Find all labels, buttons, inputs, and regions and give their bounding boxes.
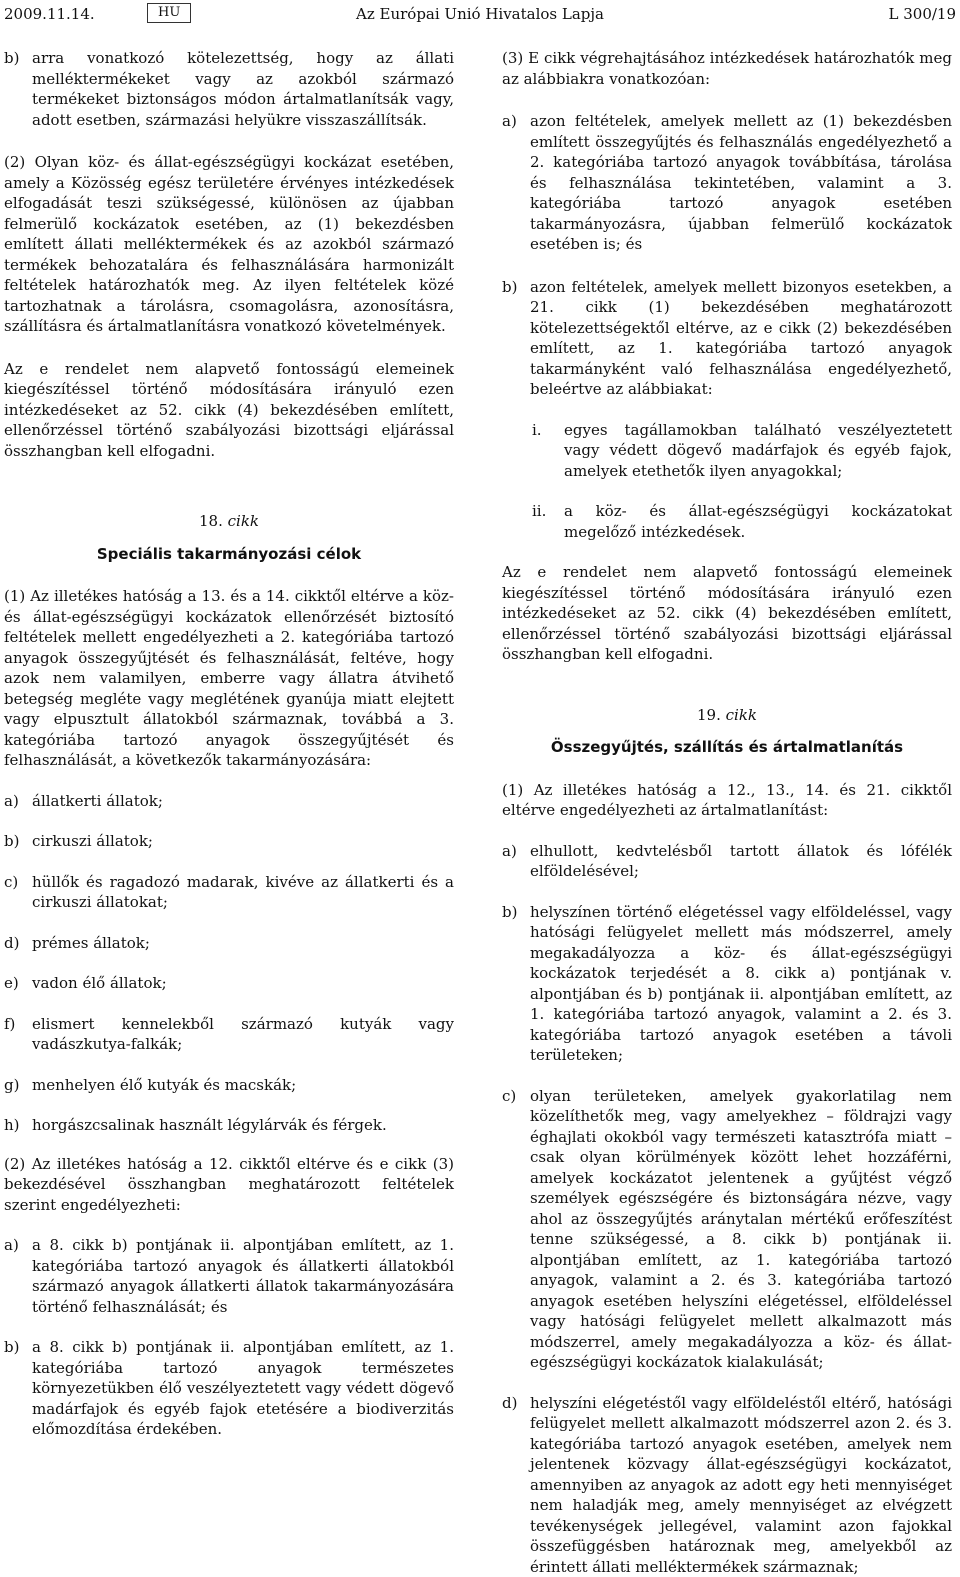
paragraph: (3) E cikk végrehajtásához intézkedések határozhatók meg az alábbiakra vonatkozóan: bbox=[502, 48, 952, 89]
paragraph: (1) Az illetékes hatóság a 12., 13., 14. és 21. cikktől eltérve engedélyezheti az ártalmatlanítást: bbox=[502, 780, 952, 821]
item-text: horgászcsalinak használt légylárvák és férgek. bbox=[32, 1116, 387, 1134]
article-title: Összegyűjtés, szállítás és ártalmatlanítás bbox=[502, 737, 952, 758]
article-num: 18. bbox=[199, 512, 223, 530]
list-item bbox=[4, 872, 454, 913]
item-text: vadon élő állatok; bbox=[32, 974, 167, 992]
item-label: i. bbox=[532, 420, 542, 441]
sub-list-item bbox=[502, 420, 952, 482]
sub-list-item bbox=[502, 501, 952, 542]
item-text: a köz- és állat-egészségügyi kockázatokat megelőző intézkedések. bbox=[564, 502, 952, 541]
item-text: arra vonatkozó kötelezettség, hogy az állati melléktermékeket vagy az azokból származó termékeket biztonságos módon ártalmatlanítsák vagy, adott esetben, származási helyükre visszaszállítsák. bbox=[32, 49, 454, 129]
item-label: d) bbox=[4, 933, 19, 954]
paragraph: (2) Olyan köz- és állat-egészségügyi kockázat esetében, amely a Közösség egész területére érvényes intézkedések elfogadását teszi szükségessé, különösen az újabban felmerülő kockázatok esetében, az (1) bekezdésben említett állati melléktermékek és az azokból származó termékek behozatalára és felhasználására harmonizált feltételek határozhatók meg. Az ilyen feltételek közé tartozhatnak a tárolásra, csomagolásra, azonosításra, szállításra és ártalmatlanításra vonatkozó követelmények. bbox=[4, 152, 454, 337]
item-text: olyan területeken, amelyek gyakorlatilag nem közelíthetők meg, vagy amelyekhez – földrajzi vagy éghajlati okokból vagy természeti katasztrófa miatt – csak olyan körülmények között lehet hozzáférni, amelyek kockázatot jelentenek a gyűjtést végző személyek egészségére és biztonságára nézve, vagy ahol az összegyűjtés aránytalan mértékű erőfeszítést tenne szükségessé, a 8. cikk b) pontjának ii. alpontjában említett, az 1. kategóriába tartozó anyagok, valamint a 2. és 3. kategóriába tartozó anyagok esetében helyszíni elégetéssel, elföldeléssel vagy hatósági felügyelet mellett alkalmazott más módszerrel, amely megakadályozza a köz- és állat-egészségügyi kockázatok kialakulását; bbox=[530, 1087, 952, 1372]
item-text: prémes állatok; bbox=[32, 934, 150, 952]
page-number: L 300/19 bbox=[889, 4, 957, 25]
item-text: elhullott, kedvtelésből tartott állatok és lófélék elföldelésével; bbox=[530, 842, 952, 881]
list-item bbox=[4, 48, 454, 130]
article-title: Speciális takarmányozási célok bbox=[4, 544, 454, 565]
paragraph: (1) Az illetékes hatóság a 13. és a 14. cikktől eltérve a köz- és állat-egészségügyi kockázatok ellenőrzését biztosító feltételek mellett engedélyezheti a 2. kategóriába tartozó anyagok összegyűjtését és felhasználását, feltéve, hogy azok nem valamilyen, emberre vagy állatra átvihető betegség megléte vagy meglétének gyanúja miatt elejtett vagy elpusztult állatokból származnak, továbbá a 3. kategóriába tartozó anyagok összegyűjtését és felhasználását, a következők takarmányozására: bbox=[4, 586, 454, 771]
list-item bbox=[4, 973, 454, 994]
item-label: d) bbox=[502, 1393, 517, 1414]
list-item bbox=[502, 841, 952, 882]
item-text: menhelyen élő kutyák és macskák; bbox=[32, 1076, 296, 1094]
item-label: h) bbox=[4, 1115, 20, 1136]
item-label: b) bbox=[4, 831, 19, 852]
item-text: azon feltételek, amelyek mellett az (1) bekezdésben említett összegyűjtés és felhasználás engedélyezhető a 2. kategóriába tartozó anyagok továbbítása, tárolása és felhasználása tekintetében, valamint a 3. kategóriába tartozó anyagok esetében takarmányozásra, újabban felmerülő kockázatok esetében is; és bbox=[530, 112, 952, 253]
list-item bbox=[4, 831, 454, 852]
item-text: cirkuszi állatok; bbox=[32, 832, 153, 850]
item-label: b) bbox=[4, 1337, 19, 1358]
article-word: cikk bbox=[726, 706, 757, 724]
item-label: g) bbox=[4, 1075, 19, 1096]
article-num: 19. bbox=[697, 706, 721, 724]
item-text: helyszínen történő elégetéssel vagy elföldeléssel, vagy hatósági felügyelet mellett más módszerrel, amely megakadályozza a köz- és állat-egészségügyi kockázatok terjedését a 8. cikk a) pontjának v. alpontjában és b) pontjának ii. alpontjában említett, az 1. kategóriába tartozó anyagok, valamint a 2. és 3. kategóriába tartozó anyagok esetében a távoli területeken; bbox=[530, 903, 952, 1065]
item-text: állatkerti állatok; bbox=[32, 792, 163, 810]
list-item bbox=[502, 1086, 952, 1373]
item-label: ii. bbox=[532, 501, 546, 522]
publication-date: 2009.11.14. bbox=[4, 4, 95, 25]
right-column bbox=[502, 48, 952, 1577]
journal-title: Az Európai Unió Hivatalos Lapja bbox=[0, 4, 960, 25]
item-label: f) bbox=[4, 1014, 15, 1035]
item-text: azon feltételek, amelyek mellett bizonyos esetekben, a 21. cikk (1) bekezdésében meghatározott kötelezettségektől eltérve, az e cikk (2) bekezdésében említett, az 1. kategóriába tartozó anyagok takarmányként való felhasználása engedélyezhető, beleértve az alábbiakat: bbox=[530, 278, 952, 399]
item-label: a) bbox=[4, 1235, 19, 1256]
item-label: b) bbox=[4, 48, 19, 69]
item-label: c) bbox=[502, 1086, 516, 1107]
item-label: c) bbox=[4, 872, 18, 893]
list-item bbox=[502, 277, 952, 400]
list-item bbox=[4, 1075, 454, 1096]
article-number bbox=[502, 705, 952, 726]
list-item bbox=[4, 1337, 454, 1440]
item-label: a) bbox=[502, 111, 517, 132]
item-text: elismert kennelekből származó kutyák vagy vadászkutya-falkák; bbox=[32, 1015, 454, 1054]
item-label: e) bbox=[4, 973, 19, 994]
paragraph: Az e rendelet nem alapvető fontosságú elemeinek kiegészítéssel történő módosítására irányuló ezen intézkedéseket az 52. cikk (4) bekezdésében említett, ellenőrzéssel történő szabályozási bizottsági eljárással összhangban kell elfogadni. bbox=[4, 359, 454, 462]
language-badge: HU bbox=[147, 3, 191, 23]
list-item bbox=[502, 902, 952, 1066]
item-label: b) bbox=[502, 277, 517, 298]
list-item bbox=[4, 791, 454, 812]
paragraph: (2) Az illetékes hatóság a 12. cikktől eltérve és e cikk (3) bekezdésével összhangban meghatározott feltételek szerint engedélyezheti: bbox=[4, 1154, 454, 1216]
item-text: egyes tagállamokban található veszélyeztetett vagy védett dögevő madárfajok és egyéb fajok, amelyek etethetők ilyen anyagokkal; bbox=[564, 421, 952, 480]
item-label: a) bbox=[502, 841, 517, 862]
item-text: a 8. cikk b) pontjának ii. alpontjában említett, az 1. kategóriába tartozó anyagok természetes környezetükben élő veszélyeztetett vagy védett dögevő madárfajok és egyéb fajok etetésére a biodiverzitás előmozdítása érdekében. bbox=[32, 1338, 454, 1438]
item-label: a) bbox=[4, 791, 19, 812]
item-text: hüllők és ragadozó madarak, kivéve az állatkerti és a cirkuszi állatokat; bbox=[32, 873, 454, 912]
list-item bbox=[4, 933, 454, 954]
item-text: a 8. cikk b) pontjának ii. alpontjában említett, az 1. kategóriába tartozó anyagok és állatkerti állatokból származó anyagok állatkerti állatok takarmányozására történő felhasználását; és bbox=[32, 1236, 454, 1316]
list-item bbox=[4, 1014, 454, 1055]
article-number bbox=[4, 511, 454, 532]
item-label: b) bbox=[502, 902, 517, 923]
list-item bbox=[4, 1235, 454, 1317]
paragraph: Az e rendelet nem alapvető fontosságú elemeinek kiegészítéssel történő módosítására irányuló ezen intézkedéseket az 52. cikk (4) bekezdésében említett, ellenőrzéssel történő szabályozási bizottsági eljárással összhangban kell elfogadni. bbox=[502, 562, 952, 665]
list-item bbox=[502, 1393, 952, 1577]
list-item bbox=[502, 111, 952, 255]
article-word: cikk bbox=[228, 512, 259, 530]
list-item bbox=[4, 1115, 454, 1136]
page-header bbox=[0, 0, 960, 32]
left-column bbox=[4, 48, 454, 1440]
item-text: helyszíni elégetéstől vagy elföldeléstől eltérő, hatósági felügyelet mellett alkalmazott módszerrel azon 2. és 3. kategóriába tartozó anyagok esetében, amelyek nem jelentenek közvagy állat-egészségügyi kockázatot, amennyiben az anyagok az adott egy heti mennyiséget nem haladják meg, amely mennyiséget az elvégzett tevékenységek jellegével, valamint azon fajokkal összefüggésben határoznak meg, amelyekből az érintett állati melléktermékek származnak; bbox=[530, 1394, 952, 1576]
